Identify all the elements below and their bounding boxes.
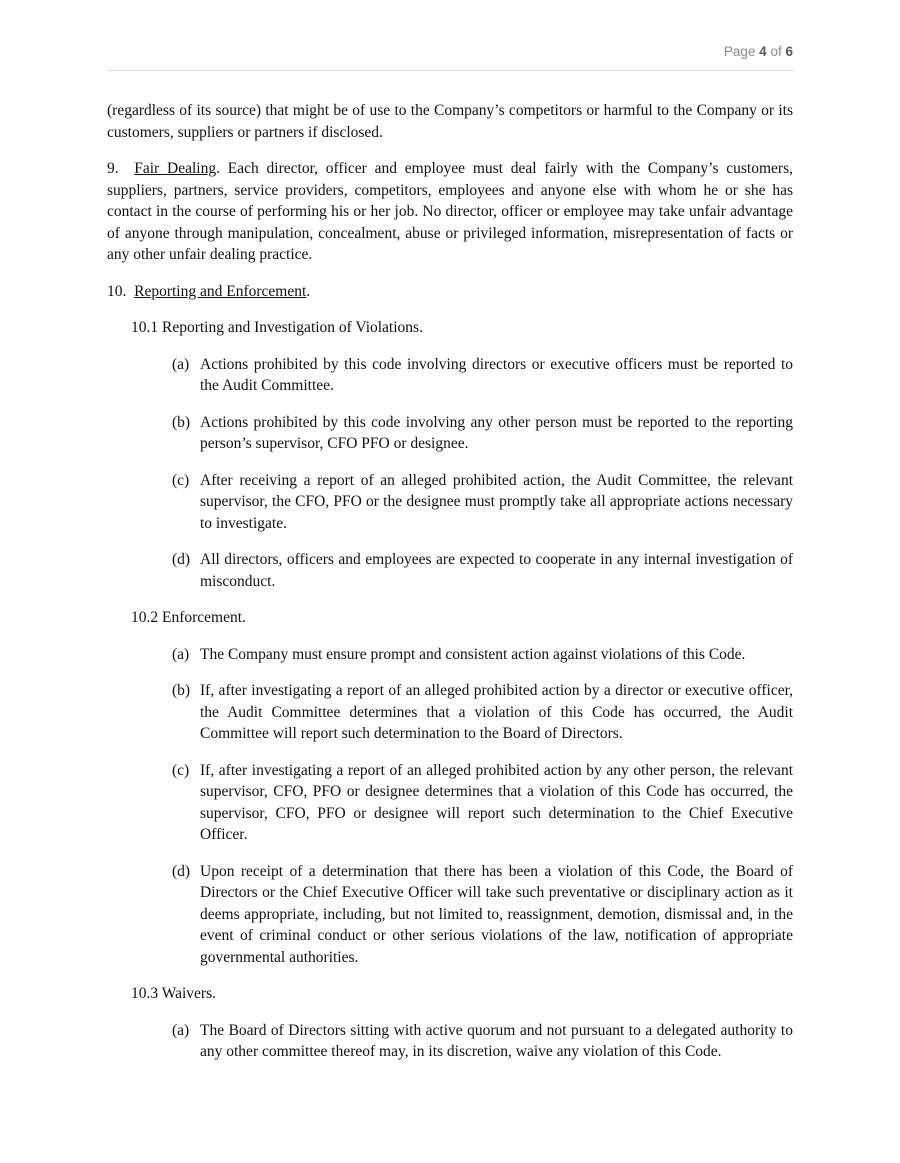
list-text: If, after investigating a report of an alleged prohibited action by any other person, the relevant supervisor, CFO, PFO or designee determines that a violation of this Code has occurred, the supervisor, CFO, PFO or designee will report such determination to the Chief Executive Officer.	[200, 761, 793, 843]
list-item	[172, 861, 793, 969]
list-marker: (d)	[172, 862, 191, 880]
section-paragraph	[107, 158, 793, 266]
list-text: All directors, officers and employees are expected to cooperate in any internal investigation of misconduct.	[200, 551, 793, 590]
list-marker: (c)	[172, 761, 190, 779]
section-text: .	[306, 282, 311, 300]
list-marker: (a)	[172, 355, 190, 373]
section-text: . Each director, officer and employee must deal fairly with the Company’s customers, suppliers, partners, service providers, competitors, employees and anyone else with whom he or she has contact in the course of performing his or her job. No director, officer or employee may take unfair advantage of anyone through manipulation, concealment, abuse or privileged information, misrepresentation of facts or any other unfair dealing practice.	[107, 160, 793, 263]
list-marker: (a)	[172, 1021, 190, 1039]
section-number: 9.	[107, 160, 135, 177]
section-number: 10.	[107, 282, 135, 300]
list-text: The Board of Directors sitting with active quorum and not pursuant to a delegated authority to any other committee thereof may, in its discretion, waive any violation of this Code.	[200, 1021, 793, 1060]
list-marker: (d)	[172, 551, 191, 568]
section-title: Fair Dealing	[134, 160, 217, 177]
list-marker: (a)	[172, 645, 190, 663]
list-item	[172, 470, 793, 535]
list-item	[172, 760, 793, 846]
document-body	[107, 100, 793, 1078]
list-item	[172, 644, 793, 666]
list-text: Actions prohibited by this code involving any other person must be reported to the reporting person’s supervisor, CFO PFO or designee.	[200, 413, 793, 452]
list-text: Upon receipt of a determination that there has been a violation of this Code, the Board of Directors or the Chief Executive Officer will take such preventative or disciplinary action as it deems appropriate, including, but not limited to, reassignment, demotion, dismissal and, in the event of criminal conduct or other serious violations of the law, notification of appropriate governmental authorities.	[200, 862, 793, 966]
subsection-heading: 10.1 Reporting and Investigation of Violations.	[131, 319, 423, 336]
page-number-total: 6	[785, 44, 793, 59]
list-item	[172, 412, 793, 455]
header-rule	[107, 70, 793, 71]
list-item	[172, 354, 793, 397]
page-number-current: 4	[759, 44, 767, 59]
subsection-heading: 10.3 Waivers.	[131, 985, 216, 1002]
subsection-heading: 10.2 Enforcement.	[131, 609, 246, 626]
page-word: Page	[723, 44, 756, 59]
page-header	[107, 44, 793, 59]
list-marker: (c)	[172, 471, 190, 489]
paragraph: (regardless of its source) that might be of use to the Company’s competitors or harmful to the Company or its customers, suppliers or partners if disclosed.	[107, 102, 793, 141]
list-text: The Company must ensure prompt and consistent action against violations of this Code.	[200, 645, 746, 663]
list-item	[172, 549, 793, 592]
list-marker: (b)	[172, 682, 191, 699]
of-word: of	[770, 44, 782, 59]
section-paragraph	[107, 281, 793, 303]
list-marker: (b)	[172, 413, 191, 431]
section-title: Reporting and Enforcement	[134, 282, 307, 300]
list-text: After receiving a report of an alleged prohibited action, the Audit Committee, the relevant supervisor, the CFO, PFO or the designee must promptly take all appropriate actions necessary to investigate.	[200, 471, 793, 532]
list-item	[172, 1020, 793, 1063]
list-text: Actions prohibited by this code involving directors or executive officers must be reported to the Audit Committee.	[200, 355, 793, 394]
list-item	[172, 680, 793, 745]
list-text: If, after investigating a report of an alleged prohibited action by a director or executive officer, the Audit Committee determines that a violation of this Code has occurred, the Audit Committee will report such determination to the Board of Directors.	[200, 682, 793, 742]
